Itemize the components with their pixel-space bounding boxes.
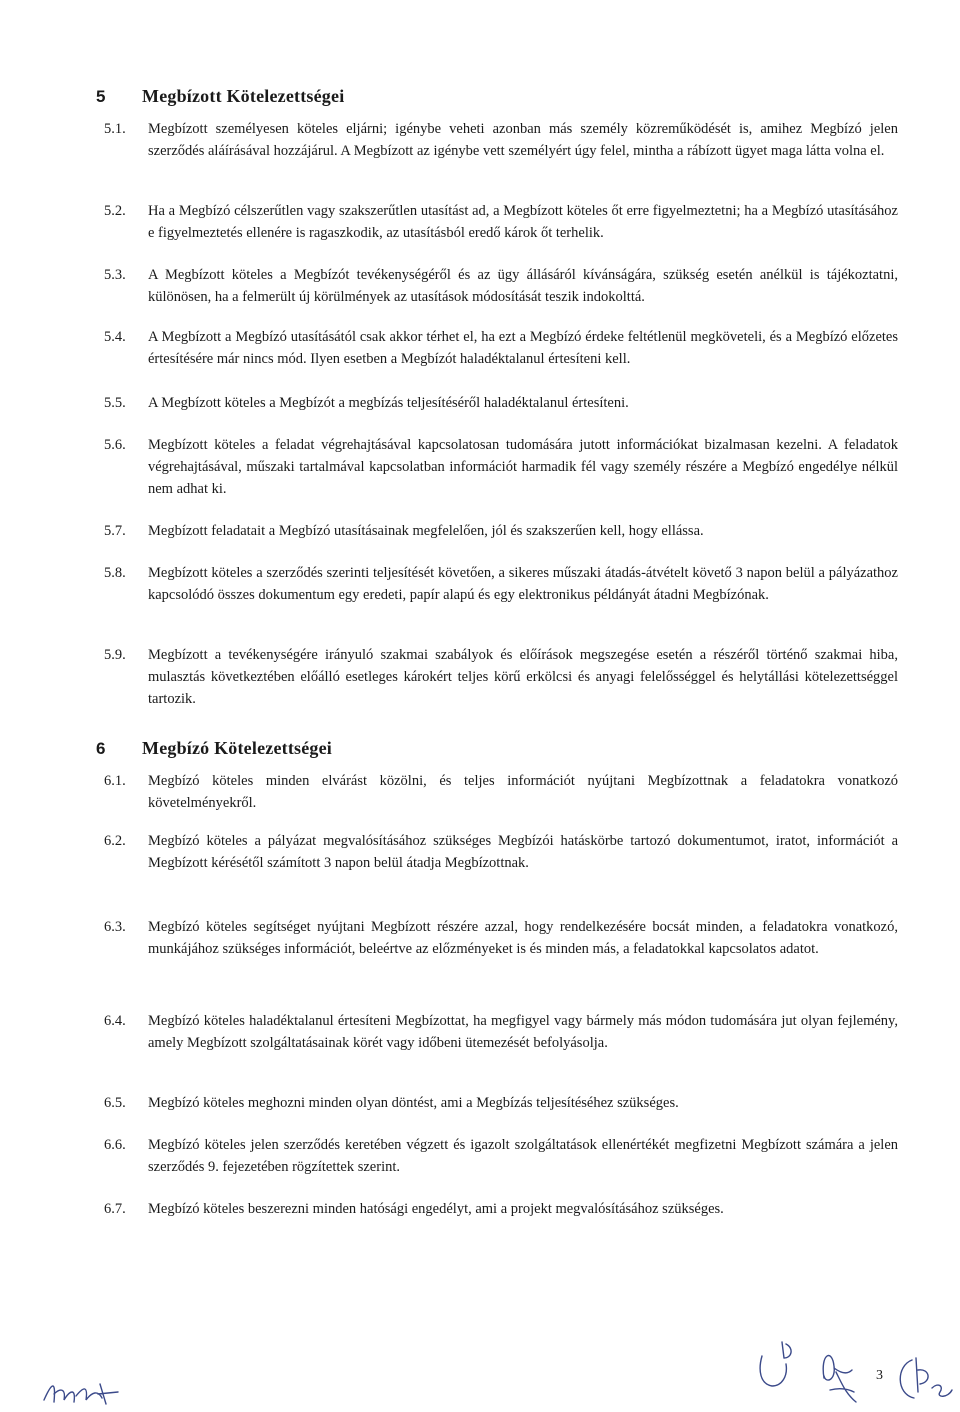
clause-text: Megbízott a tevékenységére irányuló szakmai szabályok és előírások megszegése esetén a részéről történő szakmai hiba, mulasztás következtében előálló esetleges károkért teljes körű erkölcsi és anyagi felelősséggel és helytállási kötelezettséggel tartozik. [148,647,898,707]
clause-number: 5.5. [104,395,126,411]
clause-number: 6.2. [104,833,126,849]
section-number: 5 [96,87,106,106]
clause-number: 5.7. [104,523,126,539]
clause-text: A Megbízott köteles a Megbízót tevékenységéről és az ügy állásáról kívánságára, szükség esetén anélkül is tájékoztatni, különösen, ha a felmerült új körülmények az utasítások módosítását teszik indokolttá. [148,267,898,305]
clause-text: Megbízó köteles haladéktalanul értesíteni Megbízottat, ha megfigyel vagy bármely más módon tudomására jut olyan fejlemény, amely Megbízott szolgáltatásainak körét vagy időbeni ütemezését befolyásolja. [148,1013,898,1051]
clause-text: Megbízott köteles a szerződés szerinti teljesítését követően, a sikeres műszaki átadás-átvételt követő 3 napon belül a pályázathoz kapcsolódó összes dokumentum egy eredeti, papír alapú és egy elektronikus példányát átadni Megbízónak. [148,565,898,603]
clause-number: 5.3. [104,267,126,283]
clause-text: Megbízott köteles a feladat végrehajtásával kapcsolatosan tudomására jutott információkat bizalmasan kezelni. A feladatok végrehajtásával, műszaki tartalmával kapcsolatban információt harmadik fél vagy személy részére a Megbízó engedélye nélkül nem adhat ki. [148,437,898,497]
clause-number: 6.4. [104,1013,126,1029]
clause-text: A Megbízott köteles a Megbízót a megbízás teljesítéséről haladéktalanul értesíteni. [148,395,629,411]
clause-number: 6.6. [104,1137,126,1153]
section-heading [96,738,332,759]
clause-text: Ha a Megbízó célszerűtlen vagy szakszerűtlen utasítást ad, a Megbízott köteles őt erre figyelmeztetni; ha a Megbízó utasításához e figyelmeztetés ellenére is ragaszkodik, az utasításból eredő károk őt terhelik. [148,203,898,241]
clause-number: 6.1. [104,773,126,789]
clause-text: Megbízó köteles meghozni minden olyan döntést, ami a Megbízás teljesítéséhez szükséges. [148,1095,679,1111]
clause-number: 5.9. [104,647,126,663]
clause-number: 5.8. [104,565,126,581]
clause-text: Megbízó köteles segítséget nyújtani Megbízott részére azzal, hogy rendelkezésére bocsát minden, a feladatokra vonatkozó, munkájához szükséges információt, beleértve az előzményeket is és minden más, a feladatokkal kapcsolatos adatot. [148,919,898,957]
clause-text: Megbízó köteles minden elvárást közölni, és teljes információt nyújtani Megbízottnak a feladatokra vonatkozó követelményekről. [148,773,898,811]
page-number: 3 [876,1368,883,1383]
clause-number: 5.4. [104,329,126,345]
signature-initials-3 [892,1352,956,1408]
signature-initials-left [40,1374,130,1408]
clause-number: 6.7. [104,1201,126,1217]
clause-text: Megbízó köteles a pályázat megvalósításához szükséges Megbízói hatáskörbe tartozó dokumentumot, iratot, információt a Megbízott kérésétől számított 3 napon belül átadja Megbízottnak. [148,833,898,871]
clause-number: 5.1. [104,121,126,137]
clause-number: 6.5. [104,1095,126,1111]
section-title: Megbízott Kötelezettségei [142,86,345,106]
clause-text: Megbízó köteles beszerezni minden hatósági engedélyt, ami a projekt megvalósításához szükséges. [148,1201,724,1217]
clause-number: 5.6. [104,437,126,453]
clause-text: Megbízott feladatait a Megbízó utasításainak megfelelően, jól és szakszerűen kell, hogy ellássa. [148,523,704,539]
clause-text: Megbízó köteles jelen szerződés keretében végzett és igazolt szolgáltatások ellenértékét megfizetni Megbízott számára a jelen szerződés 9. fejezetében rögzítettek szerint. [148,1137,898,1175]
signature-initials-2 [812,1344,872,1406]
section-number: 6 [96,739,106,758]
section-heading [96,86,344,107]
clause-text: A Megbízott a Megbízó utasításától csak akkor térhet el, ha ezt a Megbízó érdeke feltétlenül megköveteli, és a Megbízó előzetes értesítésére már nincs mód. Ilyen esetben a Megbízót haladéktalanul értesíteni kell. [148,329,898,367]
section-title: Megbízó Kötelezettségei [142,738,333,758]
clause-number: 5.2. [104,203,126,219]
clause-number: 6.3. [104,919,126,935]
signature-initials-1 [752,1336,816,1398]
clause-text: Megbízott személyesen köteles eljárni; igénybe veheti azonban más személy közreműködését is, amihez Megbízó jelen szerződés aláírásával hozzájárul. A Megbízott az igénybe vett személyért úgy felel, mintha a rábízott ügyet maga látta volna el. [148,121,898,159]
